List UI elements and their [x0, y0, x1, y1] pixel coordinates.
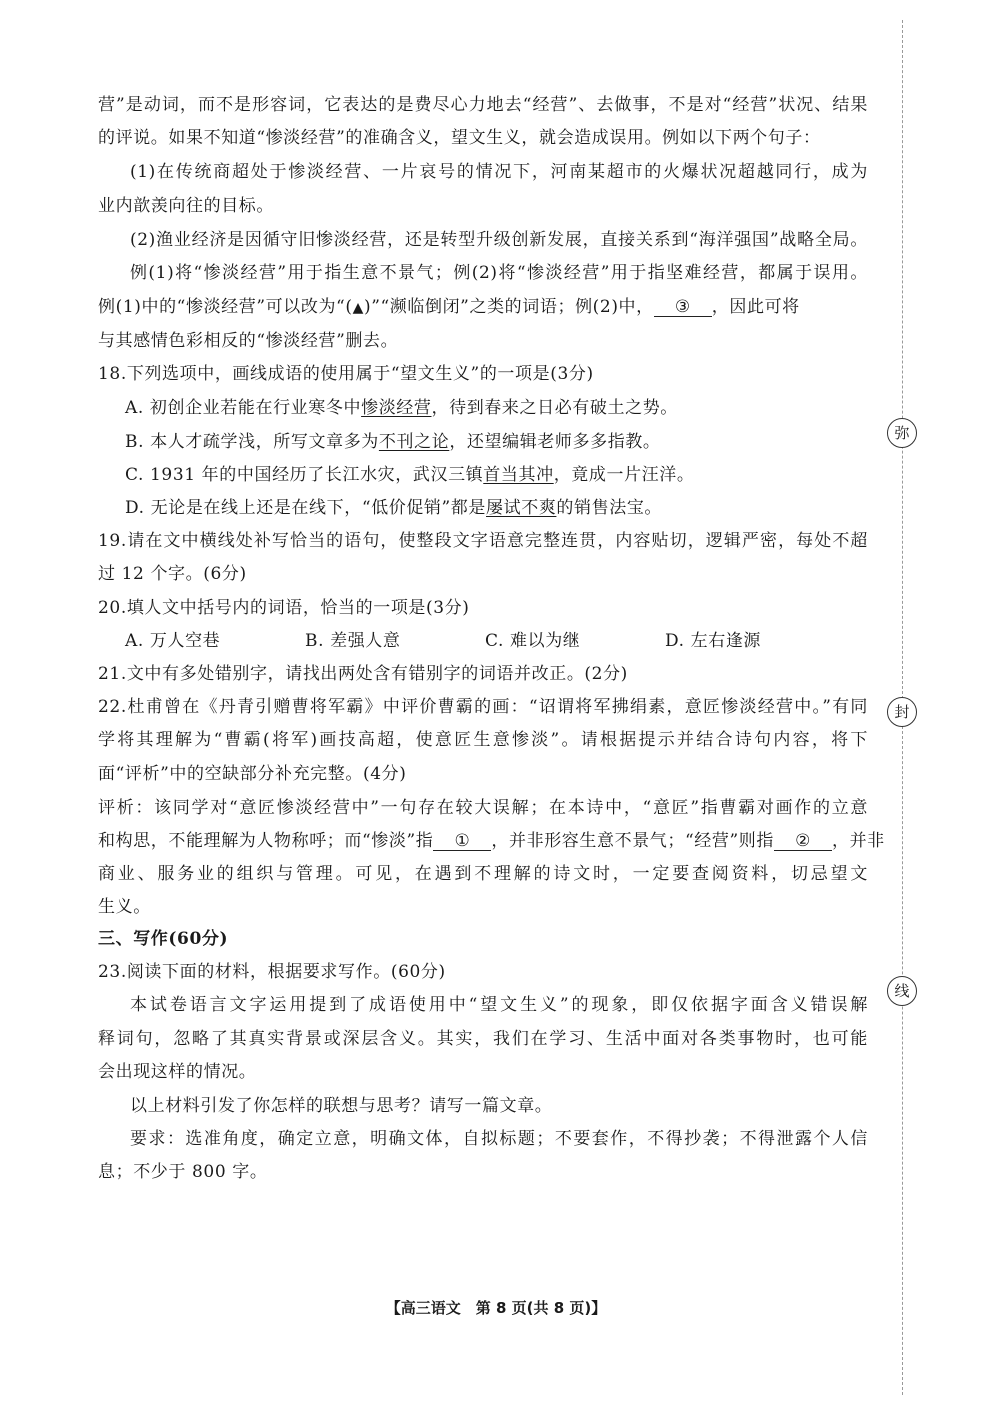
question-22-analysis-line: 和构思，不能理解为人物称呼；而“惨淡”指 ① ，并非形容生意不景气；“经营”则指 ② ，并非	[98, 831, 885, 851]
blank-1: ①	[433, 832, 491, 851]
question-20-option-d: D. 左右逢源	[665, 631, 762, 651]
passage-line: 营”是动词，而不是形容词，它表达的是费尽心力地去“经营”、去做事，不是对“经营”状况、结果	[98, 95, 868, 115]
question-18-option-b: B. 本人才疏学浅，所写文章多为不刊之论，还望编辑老师多多指教。	[125, 432, 661, 452]
question-22-analysis-line: 评析：该同学对“意匠惨淡经营中”一句存在较大误解；在本诗中，“意匠”指曹霸对画作的立意	[98, 798, 868, 818]
underlined-idiom: 不刊之论	[378, 432, 450, 452]
requirement-line: 要求：选准角度，确定立意，明确文体，自拟标题；不要套作，不得抄袭；不得泄露个人信	[130, 1129, 868, 1149]
underlined-idiom: 惨淡经营	[361, 398, 432, 418]
question-22-analysis-line: 生义。	[98, 897, 151, 917]
passage-line: (2)渔业经济是因循守旧惨淡经营，还是转型升级创新发展，直接关系到“海洋强国”战略全局。	[130, 230, 868, 250]
material-line: 释词句，忽略了其真实背景或深层含义。其实，我们在学习、生活中面对各类事物时，也可能	[98, 1029, 868, 1049]
question-20-option-a: A. 万人空巷	[125, 631, 221, 651]
underlined-idiom: 首当其冲	[483, 465, 554, 485]
question-20-option-b: B. 差强人意	[305, 631, 401, 651]
blank-2: ②	[774, 832, 832, 851]
question-23-stem: 23.阅读下面的材料，根据要求写作。(60分)	[98, 962, 446, 982]
passage-line: (1)在传统商超处于惨淡经营、一片哀号的情况下，河南某超市的火爆状况超越同行，成为	[130, 162, 868, 182]
section-heading: 三、写作(60分)	[98, 929, 229, 949]
passage-line: 的评说。如果不知道“惨淡经营”的准确含义，望文生义，就会造成误用。例如以下两个句子：	[98, 128, 821, 148]
seal-char-feng: 封	[887, 697, 917, 727]
seal-char-xian: 线	[887, 976, 917, 1006]
passage-line: 例(1)中的“惨淡经营”可以改为“(▲)”“濒临倒闭”之类的词语；例(2)中， ③ ，因此可将	[98, 297, 800, 317]
question-20-stem: 20.填人文中括号内的词语，恰当的一项是(3分)	[98, 598, 470, 618]
question-19-line: 19.请在文中横线处补写恰当的语句，使整段文字语意完整连贯，内容贴切，逻辑严密，每处不超	[98, 531, 868, 551]
passage-line: 与其感情色彩相反的“惨淡经营”删去。	[98, 331, 399, 351]
question-22-line: 面“评析”中的空缺部分补充完整。(4分)	[98, 764, 407, 784]
question-22-analysis-line: 商业、服务业的组织与管理。可见，在遇到不理解的诗文时，一定要查阅资料，切忌望文	[98, 864, 868, 884]
question-22-line: 学将其理解为“曹霸(将军)画技高超，使意匠生意惨淡”。请根据提示并结合诗句内容，将下	[98, 730, 868, 750]
question-21: 21.文中有多处错别字，请找出两处含有错别字的词语并改正。(2分)	[98, 664, 628, 684]
question-19-line: 过 12 个字。(6分)	[98, 564, 247, 584]
question-18-stem: 18.下列选项中，画线成语的使用属于“望文生义”的一项是(3分)	[98, 364, 594, 384]
page-footer: 【高三语文 第 8 页(共 8 页)】	[385, 1299, 607, 1317]
seal-char-mi: 弥	[887, 418, 917, 448]
question-20-options	[125, 630, 845, 652]
blank-3: ③	[654, 298, 712, 317]
passage-line: 例(1)将“惨淡经营”用于指生意不景气；例(2)将“惨淡经营”用于指坚难经营，都属于误用。	[130, 263, 868, 283]
requirement-line: 息；不少于 800 字。	[98, 1162, 268, 1182]
material-line: 会出现这样的情况。	[98, 1062, 257, 1082]
question-18-option-d: D. 无论是在线上还是在线下，“低价促销”都是屡试不爽的销售法宝。	[125, 498, 663, 518]
question-22-line: 22.杜甫曾在《丹青引赠曹将军霸》中评价曹霸的画：“诏谓将军拂绢素，意匠惨淡经营中。”有同	[98, 697, 868, 717]
question-20-option-c: C. 难以为继	[485, 631, 581, 651]
question-18-option-a: A. 初创企业若能在行业寒冬中惨淡经营，待到春来之日必有破土之势。	[125, 398, 678, 418]
question-18-option-c: C. 1931 年的中国经历了长江水灾，武汉三镇首当其冲，竟成一片汪洋。	[125, 465, 695, 485]
underlined-idiom: 屡试不爽	[486, 498, 557, 518]
triangle-marker-icon: ▲	[352, 300, 364, 316]
material-line: 本试卷语言文字运用提到了成语使用中“望文生义”的现象，即仅依据字面含义错误解	[130, 995, 868, 1015]
passage-line: 业内歆羡向往的目标。	[98, 196, 274, 216]
material-line: 以上材料引发了你怎样的联想与思考？请写一篇文章。	[130, 1096, 553, 1116]
